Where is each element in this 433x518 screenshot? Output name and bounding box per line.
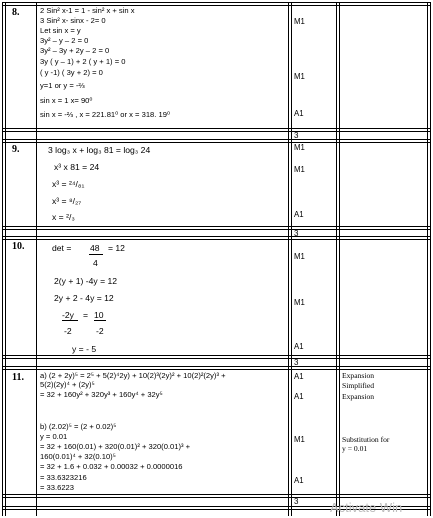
determinant-label: det = (52, 243, 72, 253)
table-border-left-inner (5, 2, 6, 516)
total-marks: 3 (294, 228, 299, 238)
mark: M1 (294, 143, 305, 152)
fraction-lhs-numerator: -2y (62, 310, 74, 320)
marking-comment: Expansion (342, 392, 375, 401)
work-line: = 32 + 160y² + 320y³ + 160y⁴ + 32y⁵ (40, 390, 163, 399)
work-line: Let sin x = y (40, 26, 81, 35)
mark: M1 (294, 17, 305, 26)
question-number: 8. (12, 7, 20, 18)
work-line: 160(0.01)⁴ + 32(0.10)⁵ (40, 452, 116, 461)
marking-comment: Substitution for (342, 435, 390, 444)
q9-row-bottom-inner (2, 229, 431, 230)
column-divider-number (36, 2, 37, 516)
mark: A1 (294, 342, 304, 351)
mark: A1 (294, 476, 304, 485)
work-line: sin x = 1 x= 90⁰ (40, 96, 93, 105)
activation-watermark: Activate Win (330, 500, 403, 515)
work-line: x³ x 81 = 24 (54, 162, 100, 172)
work-line: 2 Sin² x-1 = 1 - sin² x + sin x (40, 6, 135, 15)
q10-total-bottom (2, 366, 431, 367)
table-border-right-inner (427, 2, 428, 516)
table-border-top (2, 2, 431, 3)
work-line: 5(2)(2y)⁴ + (2y)⁵ (40, 380, 95, 389)
work-line: y = 0.01 (40, 432, 68, 441)
work-line: 3 log₃ x + log₃ 81 = log₃ 24 (48, 145, 151, 155)
work-line: x = ²/₃ (52, 212, 75, 222)
q8-row-bottom (2, 128, 431, 129)
marking-comment: Simplified (342, 381, 375, 390)
q10-row-bottom-inner (2, 358, 431, 359)
question-number: 10. (12, 241, 25, 252)
work-line: = 33.6323216 (40, 473, 87, 482)
work-line: y = - 5 (72, 344, 97, 354)
table-border-left (2, 2, 3, 516)
determinant-numerator: 48 (90, 243, 100, 253)
question-number: 11. (12, 372, 24, 383)
q10-total-bottom-inner (2, 369, 431, 370)
fraction-equals: = (83, 310, 89, 320)
marking-scheme-table (2, 2, 431, 516)
q10-row-bottom (2, 355, 431, 356)
marking-comment: Expansion (342, 371, 375, 380)
mark: A1 (294, 210, 304, 219)
fraction-rhs-denominator: -2 (96, 326, 104, 336)
fraction-lhs-denominator: -2 (64, 326, 72, 336)
q11-row-bottom (2, 494, 431, 495)
fraction-bar (62, 320, 78, 321)
work-line: = 32 + 160(0.01) + 320(0.01)² + 320(0.01)³ + (40, 442, 191, 451)
q8-row-bottom-inner (2, 131, 431, 132)
mark: M1 (294, 298, 305, 307)
fraction-rhs-numerator: 10 (94, 310, 104, 320)
marking-comment: y = 0.01 (342, 444, 368, 453)
column-divider-marks-inner (339, 2, 340, 516)
column-divider-marks (336, 2, 337, 516)
work-line: 3y² – 3y + 2y – 2 = 0 (40, 46, 110, 55)
total-marks: 3 (294, 497, 299, 506)
q8-total-bottom (2, 139, 431, 140)
column-divider-work (288, 2, 289, 516)
work-line: = 33.6223 (40, 483, 74, 492)
mark: A1 (294, 392, 304, 401)
question-number: 9. (12, 144, 20, 155)
work-line: sin x = -⅔ , x = 221.81⁰ or x = 318. 19⁰ (40, 110, 170, 119)
work-line: a) (2 + 2y)⁵ = 2⁵ + 5(2)⁴2y) + 10(2)³(2y)² + 10(2)²(2y)³ + (40, 371, 226, 380)
determinant-denominator: 4 (93, 258, 98, 268)
work-line: x³ = ⁸/₂₇ (52, 196, 82, 206)
q8-total-bottom-inner (2, 142, 431, 143)
mark: M1 (294, 252, 305, 261)
total-marks: 3 (294, 357, 299, 367)
work-line: y=1 or y = -⅔ (40, 81, 85, 90)
work-line: 3y ( y – 1) + 2 ( y + 1) = 0 (40, 57, 126, 66)
fraction-bar (94, 320, 106, 321)
mark: M1 (294, 435, 305, 444)
work-line: = 32 + 1.6 + 0.032 + 0.00032 + 0.0000016 (40, 462, 183, 471)
column-divider-work-inner (291, 2, 292, 516)
mark: A1 (294, 109, 304, 118)
mark: M1 (294, 165, 305, 174)
q9-total-bottom (2, 236, 431, 237)
fraction-bar (89, 254, 103, 255)
work-line: 2y + 2 - 4y = 12 (54, 293, 114, 303)
mark: M1 (294, 72, 305, 81)
work-line: x³ = ²⁴/₈₁ (52, 179, 85, 189)
determinant-equals: = 12 (108, 243, 125, 253)
table-border-right (430, 2, 431, 516)
work-line: 3 Sin² x- sinx - 2= 0 (40, 16, 106, 25)
work-line: ( y -1) ( 3y + 2) = 0 (40, 68, 103, 77)
total-marks: 3 (294, 130, 299, 140)
q9-row-bottom (2, 226, 431, 227)
work-line: 2(y + 1) -4y = 12 (54, 276, 118, 286)
work-line: 3y² – y – 2 = 0 (40, 36, 89, 45)
q11-row-bottom-inner (2, 497, 431, 498)
work-line: b) (2.02)⁵ = (2 + 0.02)⁵ (40, 422, 117, 431)
mark: A1 (294, 372, 304, 381)
q9-total-bottom-inner (2, 239, 431, 240)
